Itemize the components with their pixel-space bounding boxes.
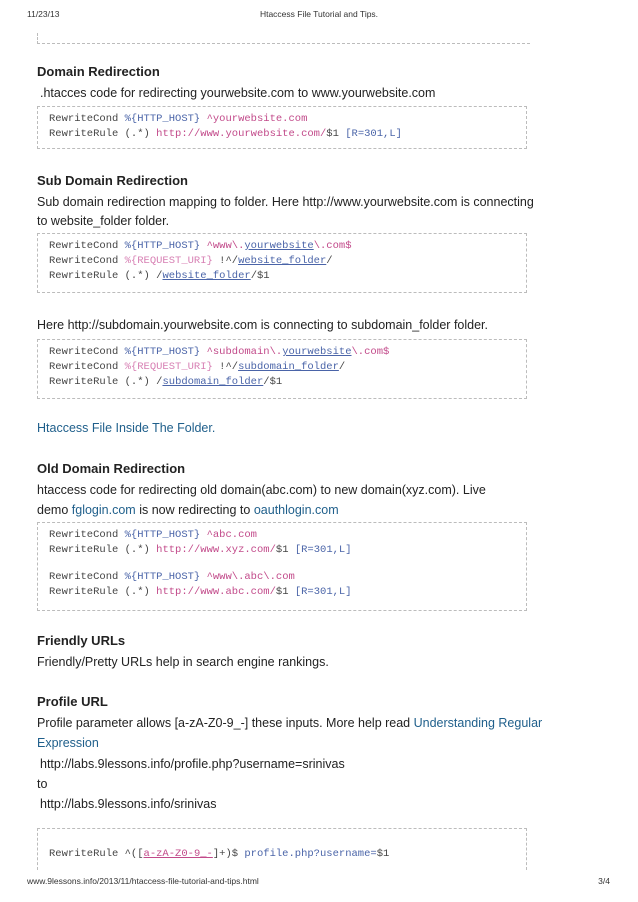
code-line: RewriteCond %{HTTP_HOST} ^www\.yourwebsite\.com$ (49, 240, 352, 252)
profile-url-example: http://labs.9lessons.info/profile.php?username=srinivas (40, 757, 345, 771)
code-line: RewriteCond %{HTTP_HOST} ^www\.abc\.com (49, 571, 295, 583)
code-line: RewriteCond %{REQUEST_URI} !^/subdomain_folder/ (49, 361, 346, 373)
profile-text-1: Profile parameter allows [a-zA-Z0-9_-] these inputs. More help read Understanding Regular (37, 716, 543, 730)
old-domain-heading: Old Domain Redirection (37, 461, 186, 476)
code-block-old-domain (37, 522, 527, 611)
code-line: RewriteCond %{HTTP_HOST} ^yourwebsite.com (49, 113, 308, 125)
code-line: RewriteRule (.*) /website_folder/$1 (49, 270, 270, 282)
htaccess-inside-folder-link[interactable]: Htaccess File Inside The Folder. (37, 421, 216, 435)
page-title: Htaccess File Tutorial and Tips. (259, 9, 379, 19)
page-header (0, 9, 638, 23)
sub-domain-heading: Sub Domain Redirection (37, 173, 188, 188)
friendly-urls-text: Friendly/Pretty URLs help in search engine rankings. (37, 655, 329, 669)
domain-redirection-heading: Domain Redirection (37, 64, 160, 79)
code-line: RewriteRule (.*) http://www.xyz.com/$1 [R=301,L] (49, 544, 352, 556)
sub-domain-text-1: Sub domain redirection mapping to folder. Here http://www.yourwebsite.com is connecting (37, 195, 534, 209)
code-line: RewriteRule ^([a-zA-Z0-9_-]+)$ profile.php?username=$1 (49, 848, 390, 860)
top-code-frame (37, 33, 530, 44)
code-block-subdomain (37, 233, 527, 293)
sub-domain-text-2: to website_folder folder. (37, 214, 170, 228)
profile-url-friendly: http://labs.9lessons.info/srinivas (40, 797, 217, 811)
code-line: RewriteCond %{REQUEST_URI} !^/website_folder/ (49, 255, 333, 267)
expression-link[interactable]: Expression (37, 736, 99, 750)
page-number: 3/4 (598, 876, 610, 886)
profile-url-heading: Profile URL (37, 694, 108, 709)
code-line: RewriteRule (.*) http://www.abc.com/$1 [R=301,L] (49, 586, 352, 598)
code-block-domain (37, 106, 527, 149)
subdomain-folder-text: Here http://subdomain.yourwebsite.com is connecting to subdomain_folder folder. (37, 318, 489, 332)
code-line: RewriteRule (.*) /subdomain_folder/$1 (49, 376, 283, 388)
code-line: RewriteRule (.*) http://www.yourwebsite.com/$1 [R=301,L] (49, 128, 402, 140)
footer-url: www.9lessons.info/2013/11/htaccess-file-tutorial-and-tips.html (27, 876, 259, 886)
code-block-subdomain-folder (37, 339, 527, 399)
domain-redirection-text: .htacces code for redirecting yourwebsite.com to www.yourwebsite.com (40, 86, 436, 100)
profile-to-text: to (37, 777, 48, 791)
code-line: RewriteCond %{HTTP_HOST} ^abc.com (49, 529, 257, 541)
code-line: RewriteCond %{HTTP_HOST} ^subdomain\.yourwebsite\.com$ (49, 346, 390, 358)
code-block-profile (37, 828, 527, 870)
old-domain-text-1: htaccess code for redirecting old domain(abc.com) to new domain(xyz.com). Live (37, 483, 486, 497)
print-date: 11/23/13 (27, 9, 60, 19)
oauthlogin-link[interactable]: oauthlogin.com (253, 503, 339, 517)
friendly-urls-heading: Friendly URLs (37, 633, 126, 648)
old-domain-text-2: demo fglogin.com is now redirecting to oauthlogin.com (37, 503, 339, 517)
understanding-regex-link[interactable]: Understanding Regular (413, 716, 543, 730)
fglogin-link[interactable]: fglogin.com (71, 503, 136, 517)
